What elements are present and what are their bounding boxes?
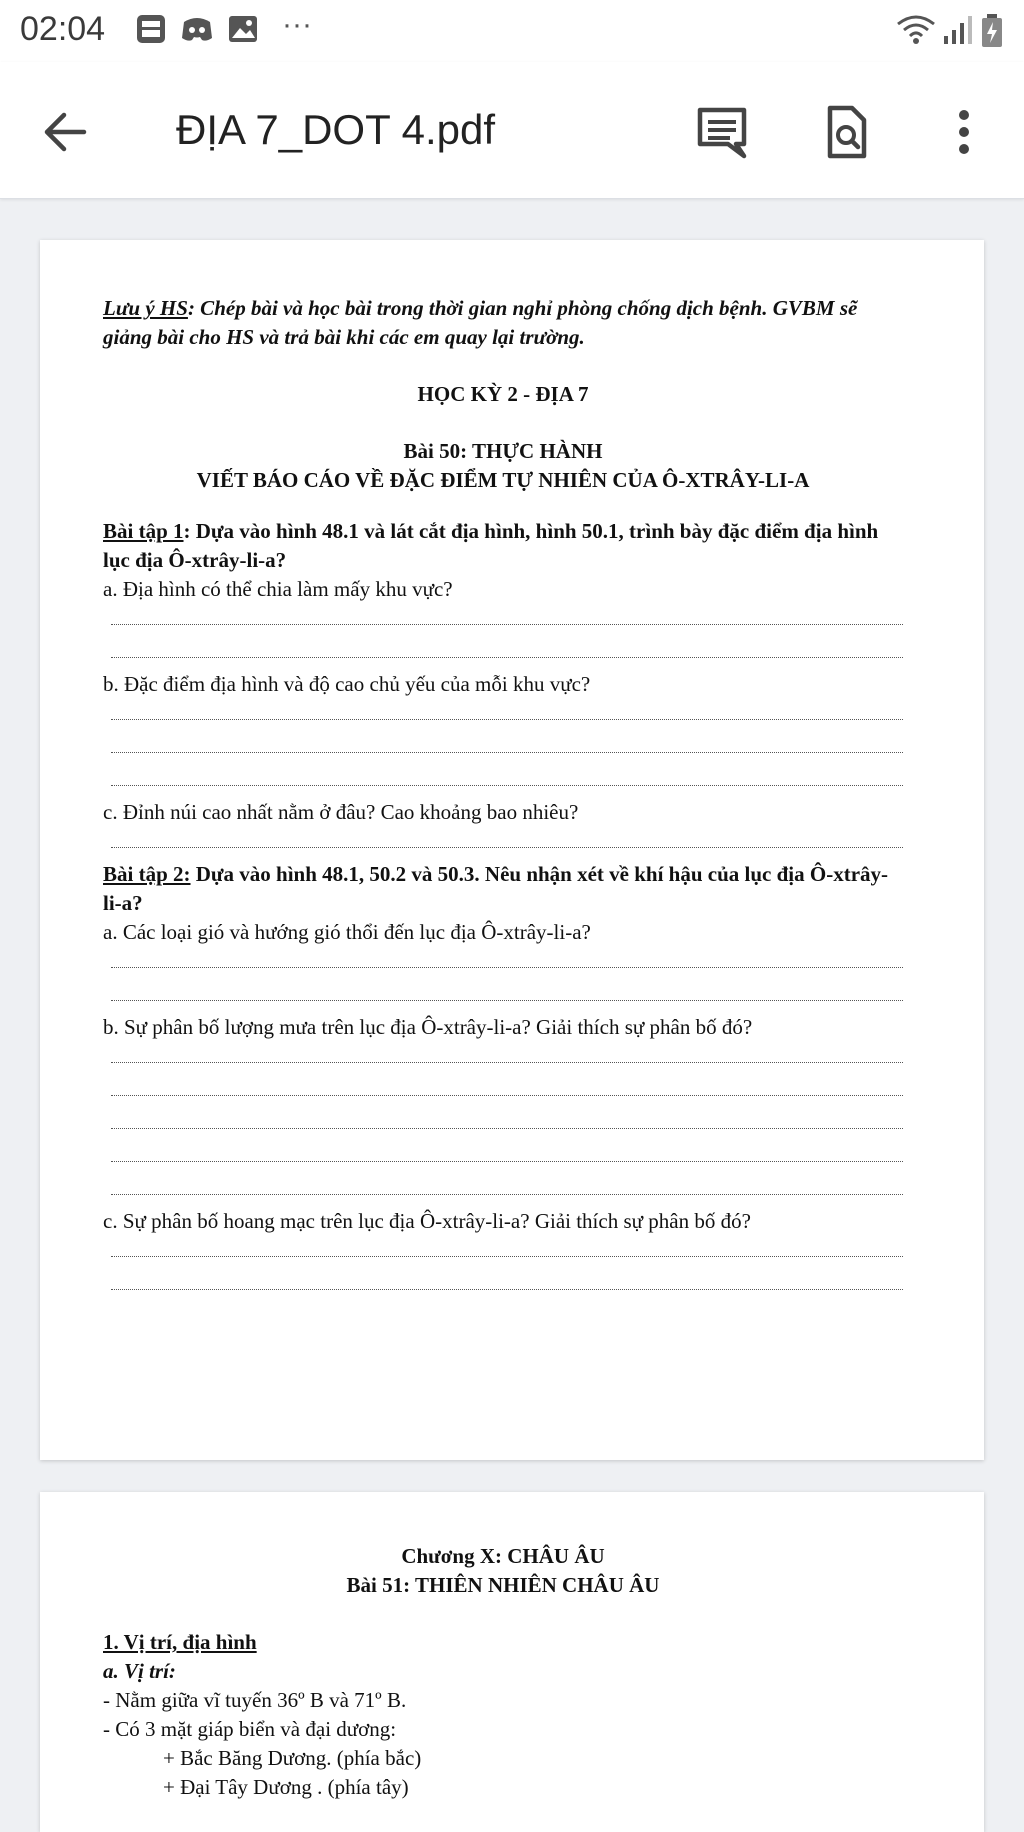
comment-button[interactable]	[692, 102, 752, 162]
status-time: 02:04	[20, 10, 106, 48]
answer-line	[111, 732, 903, 753]
discord-icon	[180, 14, 214, 49]
find-in-page-icon	[816, 102, 876, 162]
find-in-page-button[interactable]	[816, 102, 876, 162]
note-label: Lưu ý HS	[103, 296, 188, 320]
exercise-2-question-b: b. Sự phân bố lượng mưa trên lục địa Ô-xtrây-li-a? Giải thích sự phân bố đó?	[103, 1015, 753, 1039]
answer-line	[111, 1075, 903, 1096]
answer-line	[111, 1108, 903, 1129]
semester-heading: HỌC KỲ 2 - ĐỊA 7	[417, 382, 589, 406]
document-title: ĐỊA 7_DOT 4.pdf	[176, 106, 496, 153]
answer-line	[111, 1174, 903, 1195]
comment-icon	[692, 102, 752, 162]
location-line-3: + Bắc Băng Dương. (phía bắc)	[163, 1746, 422, 1770]
exercise-2-text: Dựa vào hình 48.1, 50.2 và 50.3. Nêu nhận xét về khí hậu của lục địa Ô-xtrây-li-a?	[103, 862, 889, 915]
answer-line	[111, 1042, 903, 1063]
subsection-heading: a. Vị trí:	[103, 1659, 176, 1683]
exercise-1-question-c: c. Đỉnh núi cao nhất nằm ở đâu? Cao khoảng bao nhiêu?	[103, 800, 579, 824]
page-2-content	[103, 1542, 903, 1802]
location-line-2: - Có 3 mặt giáp biển và đại dương:	[103, 1717, 397, 1741]
overflow-menu-icon	[934, 102, 994, 162]
wifi-icon	[896, 14, 936, 51]
location-line-1: - Nằm giữa vĩ tuyến 36º B và 71º B.	[103, 1688, 407, 1712]
exercise-1-text: : Dựa vào hình 48.1 và lát cắt địa hình, hình 50.1, trình bày đặc điểm địa hình lục địa Ô-xtrây-li-a?	[103, 519, 879, 572]
answer-line	[111, 604, 903, 625]
app-bar	[0, 62, 1024, 199]
location-line-4: + Đại Tây Dương . (phía tây)	[163, 1775, 409, 1799]
exercise-1-question-b: b. Đặc điểm địa hình và độ cao chủ yếu của mỗi khu vực?	[103, 672, 591, 696]
gallery-icon	[228, 14, 258, 49]
answer-line	[111, 1236, 903, 1257]
section-heading: 1. Vị trí, địa hình	[103, 1630, 257, 1654]
app-notification-icon	[136, 14, 166, 49]
exercise-1-question-a: a. Địa hình có thể chia làm mấy khu vực?	[103, 577, 453, 601]
exercise-2-prompt	[103, 860, 903, 918]
student-note	[103, 294, 903, 352]
status-bar	[0, 0, 1024, 62]
exercise-2-label: Bài tập 2:	[103, 862, 191, 886]
signal-icon	[942, 14, 972, 51]
exercise-1-label: Bài tập 1	[103, 519, 184, 543]
battery-charging-icon	[980, 14, 1004, 53]
answer-line	[111, 1141, 903, 1162]
answer-line	[111, 827, 903, 848]
answer-line	[111, 637, 903, 658]
pdf-page-1[interactable]	[40, 240, 984, 1460]
pdf-page-2[interactable]	[40, 1492, 984, 1832]
overflow-menu-button[interactable]	[934, 102, 994, 162]
lesson-51-title: Bài 51: THIÊN NHIÊN CHÂU ÂU	[346, 1573, 660, 1597]
back-button[interactable]	[38, 104, 94, 160]
page-1-content	[103, 294, 903, 1302]
exercise-2-question-a: a. Các loại gió và hướng gió thổi đến lục địa Ô-xtrây-li-a?	[103, 920, 591, 944]
lesson-50-title: Bài 50: THỰC HÀNH	[403, 439, 603, 463]
answer-line	[111, 699, 903, 720]
chapter-title: Chương X: CHÂU ÂU	[401, 1544, 605, 1568]
answer-line	[111, 980, 903, 1001]
note-text: : Chép bài và học bài trong thời gian nghỉ phòng chống dịch bệnh. GVBM sẽ giảng bài cho HS và trả bài khi các em quay lại trường.	[103, 296, 858, 349]
more-dots-icon: ···	[282, 8, 312, 41]
back-arrow-icon	[38, 104, 94, 160]
answer-line	[111, 765, 903, 786]
answer-line	[111, 1269, 903, 1290]
answer-line	[111, 947, 903, 968]
lesson-50-subtitle: VIẾT BÁO CÁO VỀ ĐẶC ĐIỂM TỰ NHIÊN CỦA Ô-XTRÂY-LI-A	[196, 468, 810, 492]
exercise-2-question-c: c. Sự phân bố hoang mạc trên lục địa Ô-xtrây-li-a? Giải thích sự phân bố đó?	[103, 1209, 751, 1233]
exercise-1-prompt	[103, 517, 903, 575]
